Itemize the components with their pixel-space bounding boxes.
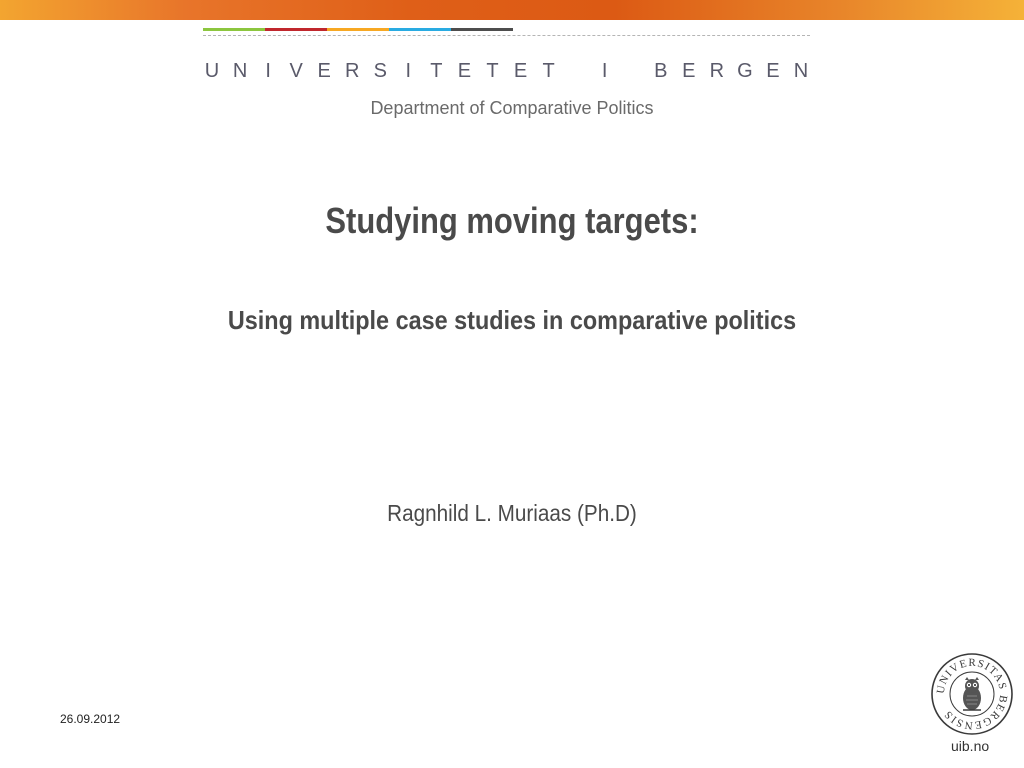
university-name-letter: T [430, 59, 443, 82]
university-name-letter: E [766, 59, 780, 82]
university-name-letter: V [289, 59, 303, 82]
university-name-letter: I [601, 59, 608, 82]
university-name-letter: N [232, 59, 248, 82]
university-name-letter: N [793, 59, 809, 82]
university-name-letter: R [345, 59, 360, 82]
slide-title: Studying moving targets: [325, 200, 699, 241]
color-strip-segment [265, 28, 327, 31]
svg-text:UNIVERSITAS BERGENSIS: UNIVERSITAS BERGENSIS [934, 656, 1010, 732]
university-name-letter: B [654, 59, 668, 82]
top-gradient-bar [0, 0, 1024, 20]
color-strip-segment [389, 28, 451, 31]
university-name-letter: G [737, 59, 753, 82]
website-link[interactable]: uib.no [951, 738, 990, 754]
color-strip-segment [203, 28, 265, 31]
university-name [203, 58, 810, 84]
university-name-letter: I [405, 59, 412, 82]
university-name-letter: E [682, 59, 696, 82]
department-name: Department of Comparative Politics [370, 98, 654, 118]
slide-date: 26.09.2012 [60, 712, 121, 726]
university-name-letter: T [542, 59, 555, 82]
color-strip [203, 28, 513, 31]
header-divider [203, 35, 810, 36]
color-strip-segment [327, 28, 389, 31]
color-strip-segment [451, 28, 513, 31]
university-name-letter: E [457, 59, 472, 82]
owl-icon [963, 677, 981, 710]
university-name-letter: U [204, 59, 220, 82]
university-name-letter: I [265, 59, 271, 82]
university-seal-logo [930, 652, 1014, 736]
university-name-letter: E [513, 59, 528, 82]
university-name-letter: S [373, 59, 387, 82]
university-name-letter: T [486, 59, 499, 82]
university-name-letter: E [317, 59, 331, 82]
slide-author: Ragnhild L. Muriaas (Ph.D) [387, 500, 637, 526]
slide-subtitle: Using multiple case studies in comparative politics [227, 305, 797, 335]
university-name-letter: R [709, 59, 725, 82]
